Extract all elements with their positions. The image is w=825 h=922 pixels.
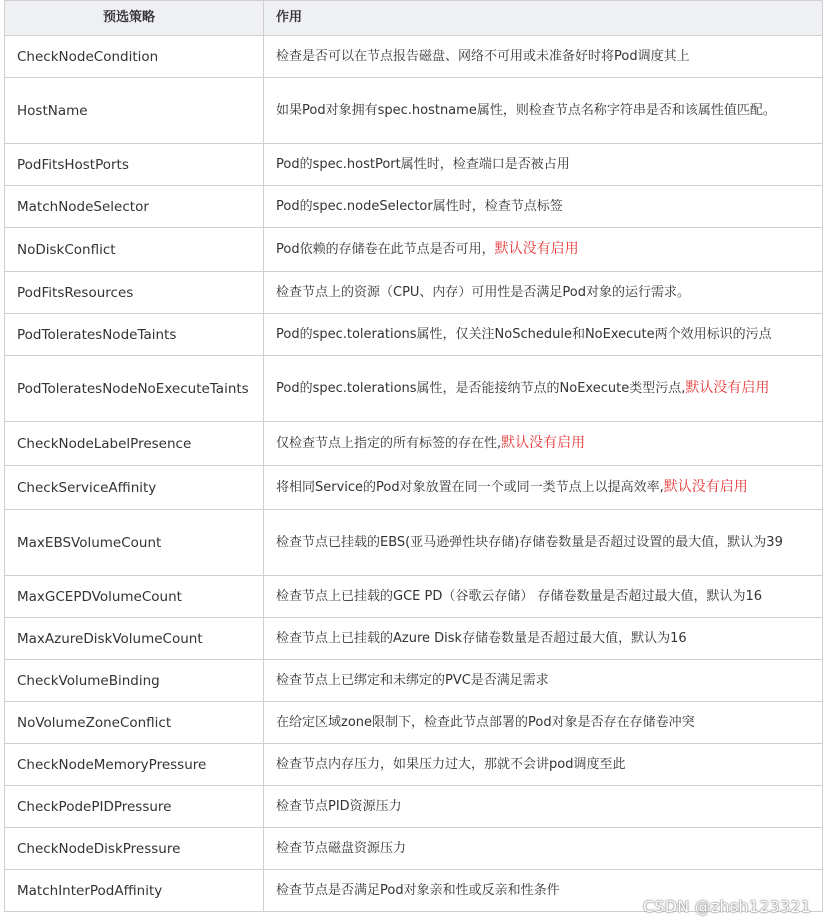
policy-effect-cell <box>264 466 823 510</box>
policy-name-cell: CheckNodeLabelPresence <box>5 422 264 466</box>
policy-effect-cell <box>264 314 823 356</box>
policy-effect-cell <box>264 786 823 828</box>
policy-name-cell: CheckPodePIDPressure <box>5 786 264 828</box>
policy-name-cell: PodToleratesNodeTaints <box>5 314 264 356</box>
policy-name-cell: CheckNodeDiskPressure <box>5 828 264 870</box>
table-row <box>5 702 823 744</box>
policy-effect-cell <box>264 272 823 314</box>
effect-text: Pod依赖的存储卷在此节点是否可用， <box>276 242 495 257</box>
policy-name-cell: CheckServiceAffinity <box>5 466 264 510</box>
policy-effect-cell <box>264 356 823 422</box>
policy-effect-cell <box>264 78 823 144</box>
disabled-by-default-note: 默认没有启用 <box>663 479 748 495</box>
policy-effect-cell <box>264 660 823 702</box>
effect-text: 检查节点内存压力，如果压力过大，那就不会讲pod调度至此 <box>276 756 626 772</box>
effect-text: 检查节点上已挂载的Azure Disk存储卷数量是否超过最大值，默认为16 <box>276 630 687 646</box>
table-row <box>5 272 823 314</box>
policy-name-cell: PodToleratesNodeNoExecuteTaints <box>5 356 264 422</box>
table-row <box>5 422 823 466</box>
table-row <box>5 314 823 356</box>
effect-text: 在给定区域zone限制下，检查此节点部署的Pod对象是否存在存储卷冲突 <box>276 714 695 730</box>
table-row <box>5 510 823 576</box>
table-header-row <box>5 1 823 36</box>
table-row <box>5 576 823 618</box>
policy-name-cell: NoDiskConflict <box>5 228 264 272</box>
table-row <box>5 144 823 186</box>
policy-name-cell: MaxGCEPDVolumeCount <box>5 576 264 618</box>
policy-name-cell: MatchInterPodAffinity <box>5 870 264 912</box>
effect-text: 检查节点上已绑定和未绑定的PVC是否满足需求 <box>276 672 549 688</box>
policy-effect-cell <box>264 576 823 618</box>
table-row <box>5 36 823 78</box>
policy-effect-cell <box>264 744 823 786</box>
disabled-by-default-note: 默认没有启用 <box>501 435 586 451</box>
policy-name-cell: HostName <box>5 78 264 144</box>
policy-name-cell: MatchNodeSelector <box>5 186 264 228</box>
table-row <box>5 618 823 660</box>
policy-effect-cell <box>264 144 823 186</box>
table-row <box>5 660 823 702</box>
table-row <box>5 356 823 422</box>
header-effect: 作用 <box>264 1 823 36</box>
policy-name-cell: NoVolumeZoneConflict <box>5 702 264 744</box>
effect-text: 检查节点已挂载的EBS(亚马逊弹性块存储)存储卷数量是否超过设置的最大值，默认为39 <box>276 534 783 550</box>
disabled-by-default-note: 默认没有启用 <box>685 380 770 396</box>
table-row <box>5 744 823 786</box>
policy-effect-cell <box>264 36 823 78</box>
effect-text: 仅检查节点上指定的所有标签的存在性, <box>276 436 502 451</box>
policy-effect-cell <box>264 828 823 870</box>
policy-name-cell: MaxAzureDiskVolumeCount <box>5 618 264 660</box>
policy-name-cell: PodFitsHostPorts <box>5 144 264 186</box>
effect-text: 将相同Service的Pod对象放置在同一个或同一类节点上以提高效率, <box>276 480 664 495</box>
policy-effect-cell <box>264 228 823 272</box>
table-row <box>5 466 823 510</box>
effect-text: 检查节点上已挂载的GCE PD（谷歌云存储） 存储卷数量是否超过最大值，默认为16 <box>276 588 763 604</box>
header-policy: 预选策略 <box>5 1 264 36</box>
policy-name-cell: CheckNodeMemoryPressure <box>5 744 264 786</box>
table-row <box>5 786 823 828</box>
policy-name-cell: MaxEBSVolumeCount <box>5 510 264 576</box>
effect-text: 检查节点上的资源（CPU、内存）可用性是否满足Pod对象的运行需求。 <box>276 284 691 300</box>
effect-text: 检查节点是否满足Pod对象亲和性或反亲和性条件 <box>276 882 560 898</box>
policy-effect-cell <box>264 702 823 744</box>
effect-text: 检查节点PID资源压力 <box>276 798 402 814</box>
policy-name-cell: CheckVolumeBinding <box>5 660 264 702</box>
table-row <box>5 828 823 870</box>
table-row <box>5 186 823 228</box>
effect-text: 如果Pod对象拥有spec.hostname属性，则检查节点名称字符串是否和该属性值匹配。 <box>276 102 776 118</box>
table-row <box>5 228 823 272</box>
policy-name-cell: PodFitsResources <box>5 272 264 314</box>
policy-effect-cell <box>264 510 823 576</box>
policy-effect-cell <box>264 186 823 228</box>
policy-name-cell: CheckNodeCondition <box>5 36 264 78</box>
effect-text: Pod的spec.tolerations属性，仅关注NoSchedule和NoExecute两个效用标识的污点 <box>276 326 772 342</box>
effect-text: Pod的spec.hostPort属性时，检查端口是否被占用 <box>276 156 570 172</box>
effect-text: 检查节点磁盘资源压力 <box>276 840 407 856</box>
effect-text: 检查是否可以在节点报告磁盘、网络不可用或未准备好时将Pod调度其上 <box>276 48 690 64</box>
predicate-policy-table <box>4 0 823 912</box>
csdn-watermark: CSDN @zhsh123321 <box>643 897 811 916</box>
disabled-by-default-note: 默认没有启用 <box>494 241 579 257</box>
policy-effect-cell <box>264 422 823 466</box>
effect-text: Pod的spec.nodeSelector属性时，检查节点标签 <box>276 198 563 214</box>
effect-text: Pod的spec.tolerations属性，是否能接纳节点的NoExecute类型污点, <box>276 381 686 396</box>
table-row <box>5 78 823 144</box>
policy-effect-cell <box>264 618 823 660</box>
